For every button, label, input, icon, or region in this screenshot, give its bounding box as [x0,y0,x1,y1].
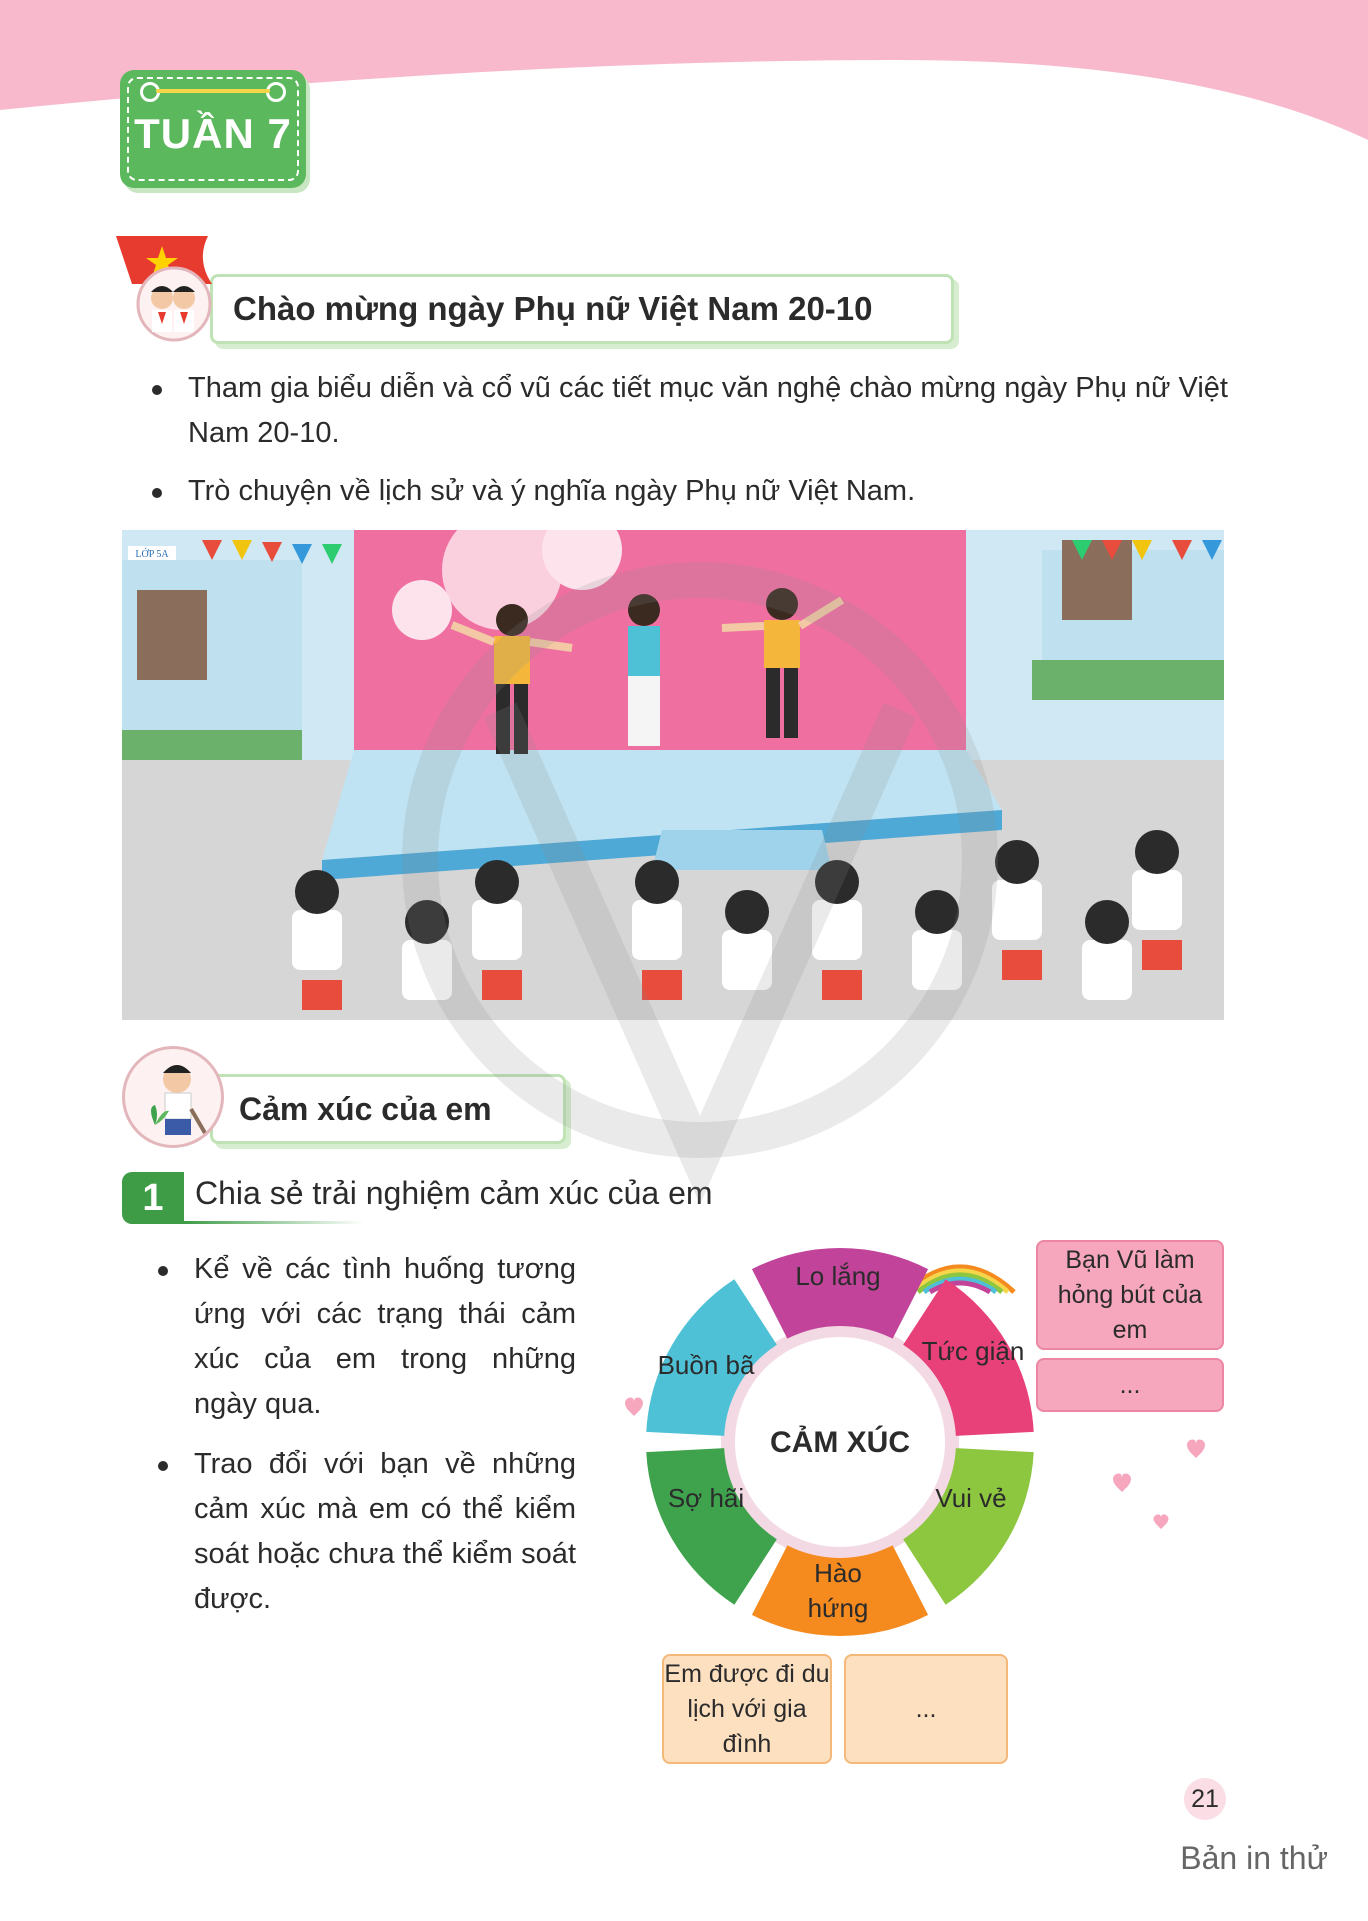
callout-excited-example: Em được đi du lịch với gia đình [662,1654,832,1764]
wheel-label-scared: Sợ hãi [667,1483,745,1513]
page-number: 21 [1184,1778,1226,1820]
bullet-item: Kể về các tình huống tương ứng với các trạng thái cảm xúc của em trong những ngày qua. [158,1247,576,1427]
wheel-center-label: CẢM XÚC [770,1426,910,1459]
callout-excited-more: ... [844,1654,1008,1764]
wheel-label-sad: Buồn bã [657,1350,755,1380]
bullet-item: Trò chuyện về lịch sử và ý nghĩa ngày Phụ nữ Việt Nam. [152,469,1228,514]
section-title-text: Cảm xúc của em [239,1090,492,1127]
boy-planting-icon [122,1046,224,1148]
week-label: TUẦN 7 [134,110,292,157]
bullet-item: Tham gia biểu diễn và cổ vũ các tiết mục văn nghệ chào mừng ngày Phụ nữ Việt Nam 20-10. [152,366,1228,456]
stage-performance-illustration [122,530,1224,1020]
callout-angry-more: ... [1036,1358,1224,1412]
singer [628,594,660,746]
wheel-label-angry: Tức giận [921,1336,1025,1366]
draft-label: Bản in thử [1180,1840,1328,1876]
section-title-my-emotions [210,1074,566,1144]
activity-underline [184,1221,364,1224]
callout-angry-example: Bạn Vũ làm hỏng bút của em [1036,1240,1224,1350]
class-sign: LỚP 5A [135,549,169,560]
wheel-label-happy: Vui vẻ [935,1483,1007,1513]
activity-title: Chia sẻ trải nghiệm cảm xúc của em [195,1175,713,1211]
activity-number: 1 [122,1172,184,1224]
bullet-item: Trao đổi với bạn về những cảm xúc mà em có thể kiểm soát hoặc chưa thể kiểm soát được. [158,1442,576,1622]
wheel-label-excited: Hào hứng [807,1558,869,1623]
section-title-text: Chào mừng ngày Phụ nữ Việt Nam 20-10 [233,290,873,327]
wheel-label-worried: Lo lắng [795,1261,881,1291]
section-title-womens-day [210,274,954,344]
flag-icon [112,232,222,342]
week-badge [120,70,306,188]
